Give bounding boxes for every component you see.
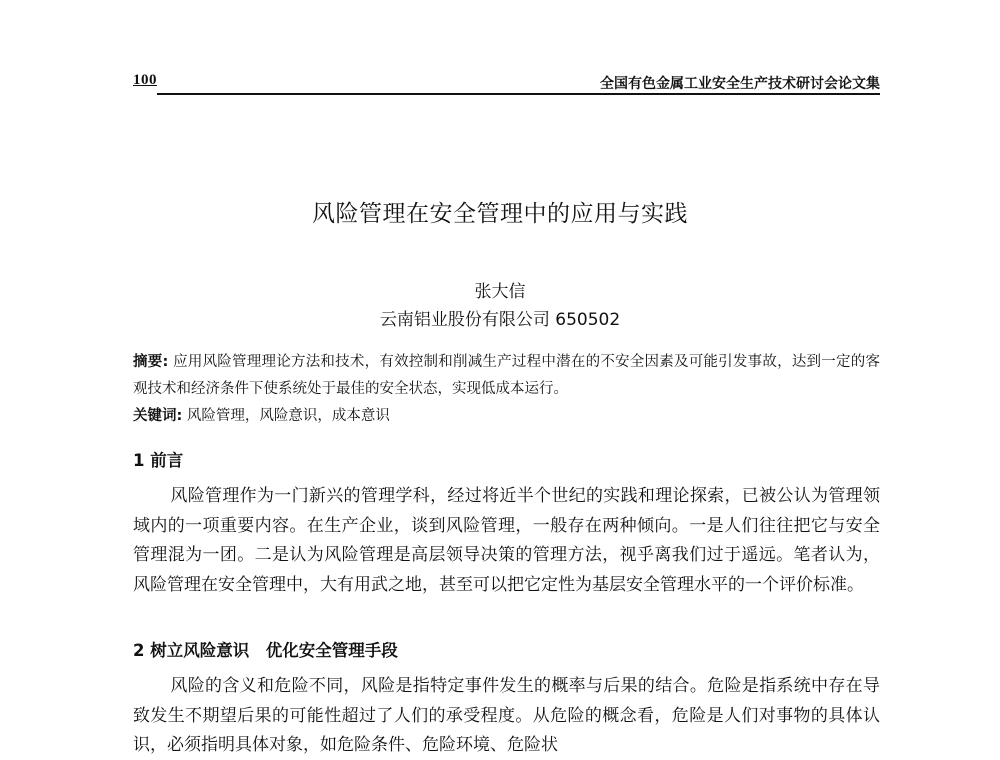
abstract: [133, 349, 880, 403]
keywords-text: 风险管理，风险意识，成本意识: [186, 408, 390, 424]
section-heading-intro: 1 前言: [133, 451, 184, 470]
section-body-risk-awareness: 风险的含义和危险不同，风险是指特定事件发生的概率与后果的结合。危险是指系统中存在导致发生不期望后果的可能性超过了人们的承受程度。从危险的概念看，危险是人们对事物的具体认识，必须指明具体对象，如危险条件、危险环境、危险状: [133, 676, 880, 755]
article-author: 张大信: [474, 282, 526, 302]
section-heading-risk-awareness: 2 树立风险意识 优化安全管理手段: [133, 641, 398, 660]
header-rule: [157, 93, 880, 95]
abstract-label: 摘要:: [133, 354, 169, 370]
section-body-intro: 风险管理作为一门新兴的管理学科，经过将近半个世纪的实践和理论探索，已被公认为管理领域内的一项重要内容。在生产企业，谈到风险管理，一般存在两种倾向。一是人们往往把它与安全管理混为一团。二是认为风险管理是高层领导决策的管理方法，视乎离我们过于遥远。笔者认为，风险管理在安全管理中，大有用武之地，甚至可以把它定性为基层安全管理水平的一个评价标准。: [133, 486, 880, 595]
page-number: 100: [133, 72, 157, 88]
keywords-label: 关键词:: [133, 408, 183, 424]
author-affiliation: 云南铝业股份有限公司 650502: [379, 310, 621, 330]
running-header-title: 全国有色金属工业安全生产技术研讨会论文集: [600, 76, 880, 92]
article-title: 风险管理在安全管理中的应用与实践: [312, 201, 688, 227]
keywords: [133, 403, 880, 430]
abstract-text: 应用风险管理理论方法和技术，有效控制和削减生产过程中潜在的不安全因素及可能引发事故，达到一定的客观技术和经济条件下使系统处于最佳的安全状态，实现低成本运行。: [133, 354, 880, 397]
